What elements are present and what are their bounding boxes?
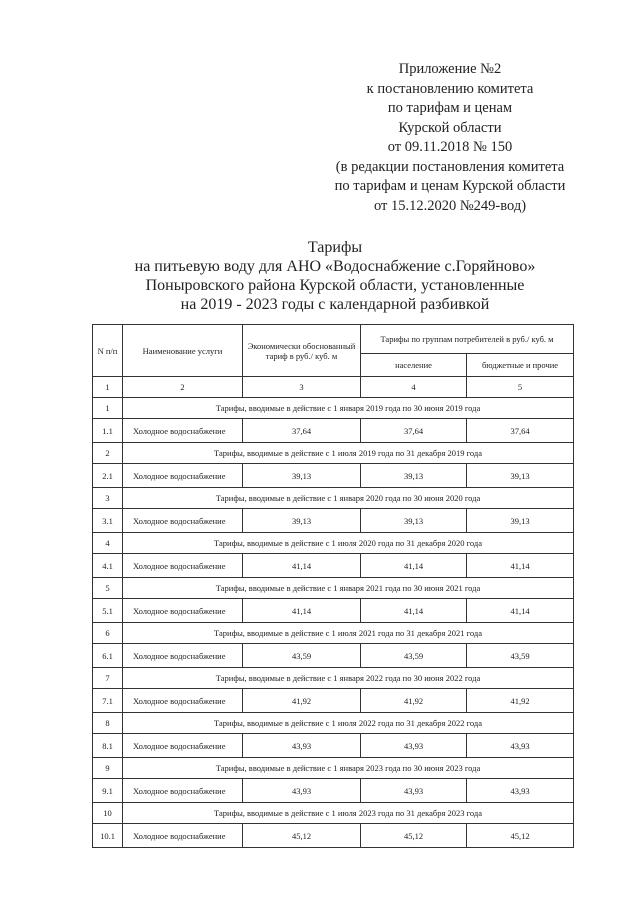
row-num: 4.1 xyxy=(93,554,123,578)
table-row xyxy=(93,734,574,758)
service-name: Холодное водоснабжение xyxy=(123,464,243,488)
budget-tariff-value: 41,92 xyxy=(467,689,574,713)
annex-line: по тарифам и ценам Курской области xyxy=(334,178,566,194)
section-num: 3 xyxy=(93,488,123,509)
header-population: население xyxy=(361,354,467,377)
eco-tariff-value: 43,93 xyxy=(243,734,361,758)
budget-tariff-value: 43,93 xyxy=(467,779,574,803)
budget-tariff-value: 39,13 xyxy=(467,464,574,488)
title-line: на 2019 - 2023 годы с календарной разбивкой xyxy=(180,296,490,313)
row-num: 3.1 xyxy=(93,509,123,533)
table-row xyxy=(93,644,574,668)
population-tariff-value: 37,64 xyxy=(361,419,467,443)
section-title: Тарифы, вводимые в действие с 1 июля 2020 года по 31 декабря 2020 года xyxy=(123,533,574,554)
annex-line: по тарифам и ценам xyxy=(387,100,513,116)
service-name: Холодное водоснабжение xyxy=(123,689,243,713)
budget-tariff-value: 41,14 xyxy=(467,599,574,623)
table-row xyxy=(93,509,574,533)
service-name: Холодное водоснабжение xyxy=(123,599,243,623)
population-tariff-value: 43,93 xyxy=(361,779,467,803)
section-row xyxy=(93,713,574,734)
section-num: 2 xyxy=(93,443,123,464)
annex-line: Приложение №2 xyxy=(398,61,502,77)
header-num: N п/п xyxy=(93,325,123,377)
section-title: Тарифы, вводимые в действие с 1 января 2019 года по 30 июня 2019 года xyxy=(123,398,574,419)
col-number: 4 xyxy=(361,377,467,398)
title-line: на питьевую воду для АНО «Водоснабжение с.Горяйново» xyxy=(134,258,536,275)
section-num: 7 xyxy=(93,668,123,689)
row-num: 7.1 xyxy=(93,689,123,713)
col-number: 1 xyxy=(93,377,123,398)
budget-tariff-value: 43,59 xyxy=(467,644,574,668)
eco-tariff-value: 37,64 xyxy=(243,419,361,443)
eco-tariff-value: 39,13 xyxy=(243,509,361,533)
section-title: Тарифы, вводимые в действие с 1 января 2022 года по 30 июня 2022 года xyxy=(123,668,574,689)
section-num: 9 xyxy=(93,758,123,779)
section-row xyxy=(93,668,574,689)
population-tariff-value: 41,14 xyxy=(361,599,467,623)
row-num: 5.1 xyxy=(93,599,123,623)
title-line: Поныровского района Курской области, установленные xyxy=(145,277,525,294)
col-number: 5 xyxy=(467,377,574,398)
population-tariff-value: 39,13 xyxy=(361,509,467,533)
population-tariff-value: 45,12 xyxy=(361,824,467,848)
section-row xyxy=(93,443,574,464)
header-group-tariffs: Тарифы по группам потребителей в руб./ куб. м xyxy=(361,325,574,354)
population-tariff-value: 39,13 xyxy=(361,464,467,488)
row-num: 8.1 xyxy=(93,734,123,758)
service-name: Холодное водоснабжение xyxy=(123,419,243,443)
section-num: 10 xyxy=(93,803,123,824)
service-name: Холодное водоснабжение xyxy=(123,734,243,758)
eco-tariff-value: 41,14 xyxy=(243,554,361,578)
annex-line: (в редакции постановления комитета xyxy=(335,158,565,175)
table-row xyxy=(93,554,574,578)
section-row xyxy=(93,623,574,644)
table-row xyxy=(93,779,574,803)
annex-line: к постановлению комитета xyxy=(366,80,534,97)
col-number: 3 xyxy=(243,377,361,398)
header-name: Наименование услуги xyxy=(123,325,243,377)
row-num: 2.1 xyxy=(93,464,123,488)
table-row xyxy=(93,689,574,713)
service-name: Холодное водоснабжение xyxy=(123,644,243,668)
section-title: Тарифы, вводимые в действие с 1 июля 2021 года по 31 декабря 2021 года xyxy=(123,623,574,644)
service-name: Холодное водоснабжение xyxy=(123,509,243,533)
table-row xyxy=(93,419,574,443)
section-num: 5 xyxy=(93,578,123,599)
tariff-table xyxy=(92,324,574,848)
eco-tariff-value: 39,13 xyxy=(243,464,361,488)
document-title xyxy=(100,238,570,314)
population-tariff-value: 43,59 xyxy=(361,644,467,668)
row-num: 9.1 xyxy=(93,779,123,803)
service-name: Холодное водоснабжение xyxy=(123,554,243,578)
section-row xyxy=(93,803,574,824)
population-tariff-value: 41,92 xyxy=(361,689,467,713)
section-num: 8 xyxy=(93,713,123,734)
section-title: Тарифы, вводимые в действие с 1 января 2020 года по 30 июня 2020 года xyxy=(123,488,574,509)
section-row xyxy=(93,578,574,599)
budget-tariff-value: 37,64 xyxy=(467,419,574,443)
section-title: Тарифы, вводимые в действие с 1 января 2023 года по 30 июня 2023 года xyxy=(123,758,574,779)
eco-tariff-value: 41,92 xyxy=(243,689,361,713)
section-title: Тарифы, вводимые в действие с 1 июля 2022 года по 31 декабря 2022 года xyxy=(123,713,574,734)
annex-line: от 15.12.2020 №249-вод) xyxy=(373,197,527,214)
eco-tariff-value: 41,14 xyxy=(243,599,361,623)
eco-tariff-value: 43,93 xyxy=(243,779,361,803)
table-row xyxy=(93,599,574,623)
col-number: 2 xyxy=(123,377,243,398)
annex-block xyxy=(300,60,600,216)
header-budget: бюджетные и прочие xyxy=(467,354,574,377)
section-num: 1 xyxy=(93,398,123,419)
section-num: 6 xyxy=(93,623,123,644)
budget-tariff-value: 45,12 xyxy=(467,824,574,848)
section-row xyxy=(93,488,574,509)
section-title: Тарифы, вводимые в действие с 1 января 2021 года по 30 июня 2021 года xyxy=(123,578,574,599)
row-num: 1.1 xyxy=(93,419,123,443)
annex-line: от 09.11.2018 № 150 xyxy=(387,139,513,155)
section-row xyxy=(93,533,574,554)
eco-tariff-value: 45,12 xyxy=(243,824,361,848)
section-num: 4 xyxy=(93,533,123,554)
section-row xyxy=(93,398,574,419)
annex-line: Курской области xyxy=(398,119,502,136)
service-name: Холодное водоснабжение xyxy=(123,779,243,803)
section-title: Тарифы, вводимые в действие с 1 июля 2023 года по 31 декабря 2023 года xyxy=(123,803,574,824)
row-num: 10.1 xyxy=(93,824,123,848)
eco-tariff-value: 43,59 xyxy=(243,644,361,668)
table-row xyxy=(93,824,574,848)
budget-tariff-value: 41,14 xyxy=(467,554,574,578)
population-tariff-value: 43,93 xyxy=(361,734,467,758)
budget-tariff-value: 39,13 xyxy=(467,509,574,533)
section-row xyxy=(93,758,574,779)
service-name: Холодное водоснабжение xyxy=(123,824,243,848)
section-title: Тарифы, вводимые в действие с 1 июля 2019 года по 31 декабря 2019 года xyxy=(123,443,574,464)
table-row xyxy=(93,464,574,488)
header-eco-tariff: Экономически обоснованный тариф в руб./ куб. м xyxy=(243,325,361,377)
population-tariff-value: 41,14 xyxy=(361,554,467,578)
row-num: 6.1 xyxy=(93,644,123,668)
budget-tariff-value: 43,93 xyxy=(467,734,574,758)
title-line: Тарифы xyxy=(307,239,363,256)
